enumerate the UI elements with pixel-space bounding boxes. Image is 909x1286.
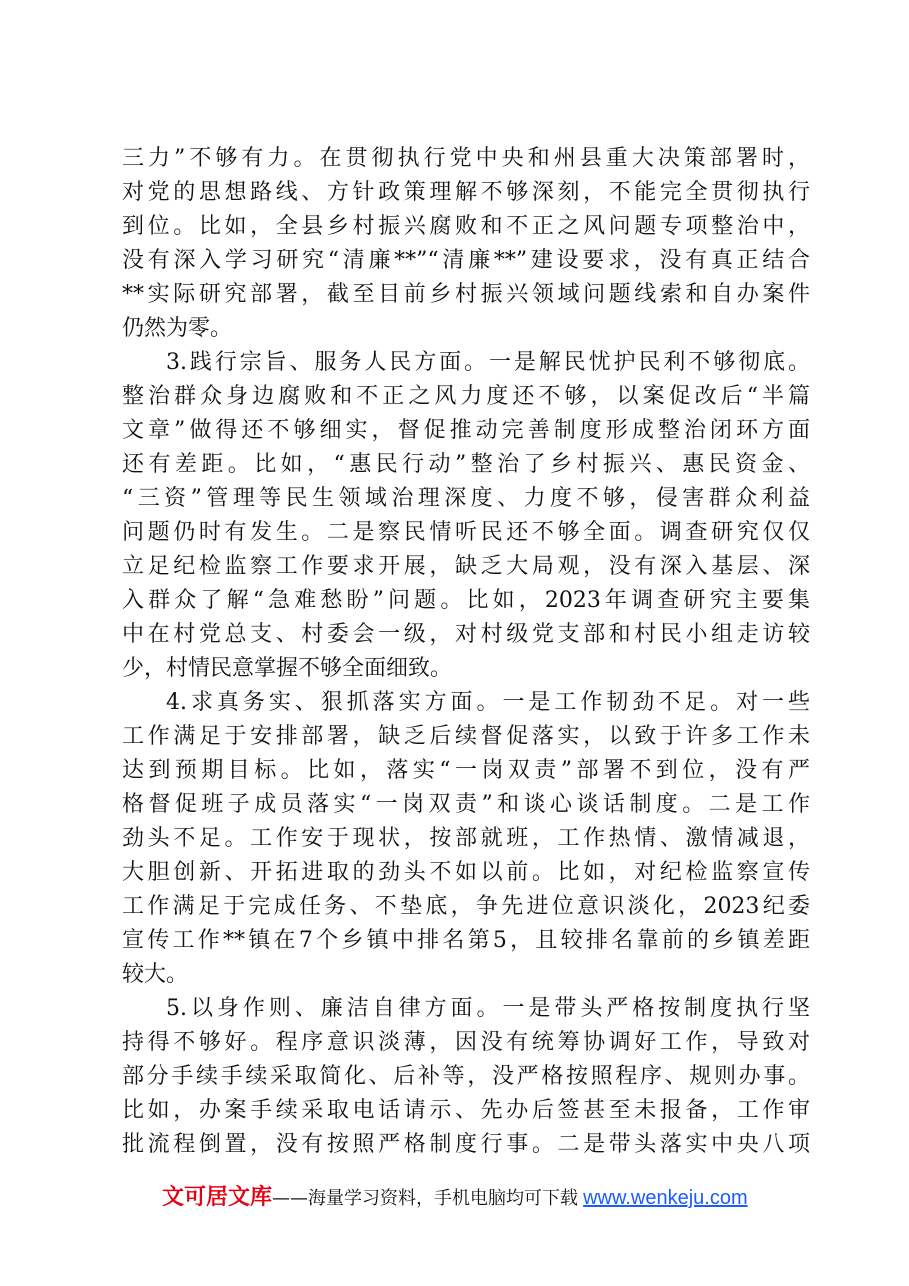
- watermark-footer: [162, 1182, 782, 1214]
- text-line: 比如，办案手续采取电话请示、先办后签甚至未报备，工作审: [122, 1098, 810, 1123]
- text-line: 部分手续手续采取简化、后补等，没严格按照程序、规则办事。: [122, 1064, 810, 1089]
- text-line: 问题仍时有发生。二是察民情听民还不够全面。调查研究仅仅: [122, 520, 810, 545]
- text-line: 批流程倒置，没有按照严格制度行事。二是带头落实中央八项: [122, 1132, 810, 1157]
- text-line: 较大。: [122, 962, 189, 987]
- text-line: 工作满足于安排部署，缺乏后续督促落实，以致于许多工作未: [122, 724, 810, 749]
- text-line: 文章”做得还不够细实，督促推动完善制度形成整治闭环方面: [122, 418, 810, 443]
- text-line: 劲头不足。工作安于现状，按部就班，工作热情、激情减退，: [122, 826, 810, 851]
- section-heading-line: 5.以身作则、廉洁自律方面。一是带头严格按制度执行坚: [166, 996, 810, 1021]
- document-body: [122, 142, 810, 1162]
- footer-url-link[interactable]: www.wenkeju.com: [583, 1187, 748, 1209]
- text-line: 大胆创新、开拓进取的劲头不如以前。比如，对纪检监察宣传: [122, 860, 810, 885]
- text-line: 整治群众身边腐败和不正之风力度还不够，以案促改后“半篇: [122, 384, 810, 409]
- text-line: 立足纪检监察工作要求开展，缺乏大局观，没有深入基层、深: [122, 554, 810, 579]
- section-heading-line: 3.践行宗旨、服务人民方面。一是解民忧护民利不够彻底。: [166, 350, 810, 375]
- text-line: 入群众了解“急难愁盼”问题。比如，2023年调查研究主要集: [122, 588, 810, 613]
- text-line: “三资”管理等民生领域治理深度、力度不够，侵害群众利益: [122, 486, 810, 511]
- text-line: 没有深入学习研究“清廉**”“清廉**”建设要求，没有真正结合: [122, 248, 810, 273]
- text-line: 中在村党总支、村委会一级，对村级党支部和村民小组走访较: [122, 622, 810, 647]
- text-line: **实际研究部署，截至目前乡村振兴领域问题线索和自办案件: [122, 282, 810, 307]
- text-line: 到位。比如，全县乡村振兴腐败和不正之风问题专项整治中，: [122, 214, 810, 239]
- footer-dash: ——: [272, 1188, 309, 1209]
- footer-slogan: 海量学习资料，手机电脑均可下载: [308, 1188, 579, 1209]
- text-line: 三力”不够有力。在贯彻执行党中央和州县重大决策部署时，: [122, 146, 810, 171]
- text-line: 达到预期目标。比如，落实“一岗双责”部署不到位，没有严: [122, 758, 810, 783]
- section-heading-line: 4.求真务实、狠抓落实方面。一是工作韧劲不足。对一些: [166, 690, 810, 715]
- footer-brand: 文可居文库: [162, 1185, 273, 1210]
- text-line: 还有差距。比如，“惠民行动”整治了乡村振兴、惠民资金、: [122, 452, 810, 477]
- text-line: 格督促班子成员落实“一岗双责”和谈心谈话制度。二是工作: [122, 792, 810, 817]
- text-line: 工作满足于完成任务、不垫底，争先进位意识淡化，2023纪委: [122, 894, 810, 919]
- text-line: 宣传工作**镇在7个乡镇中排名第5，且较排名靠前的乡镇差距: [122, 928, 810, 953]
- text-line: 少，村情民意掌握不够全面细致。: [122, 656, 453, 681]
- text-line: 对党的思想路线、方针政策理解不够深刻，不能完全贯彻执行: [122, 180, 810, 205]
- text-line: 仍然为零。: [122, 316, 233, 341]
- text-line: 持得不够好。程序意识淡薄，因没有统筹协调好工作，导致对: [122, 1030, 810, 1055]
